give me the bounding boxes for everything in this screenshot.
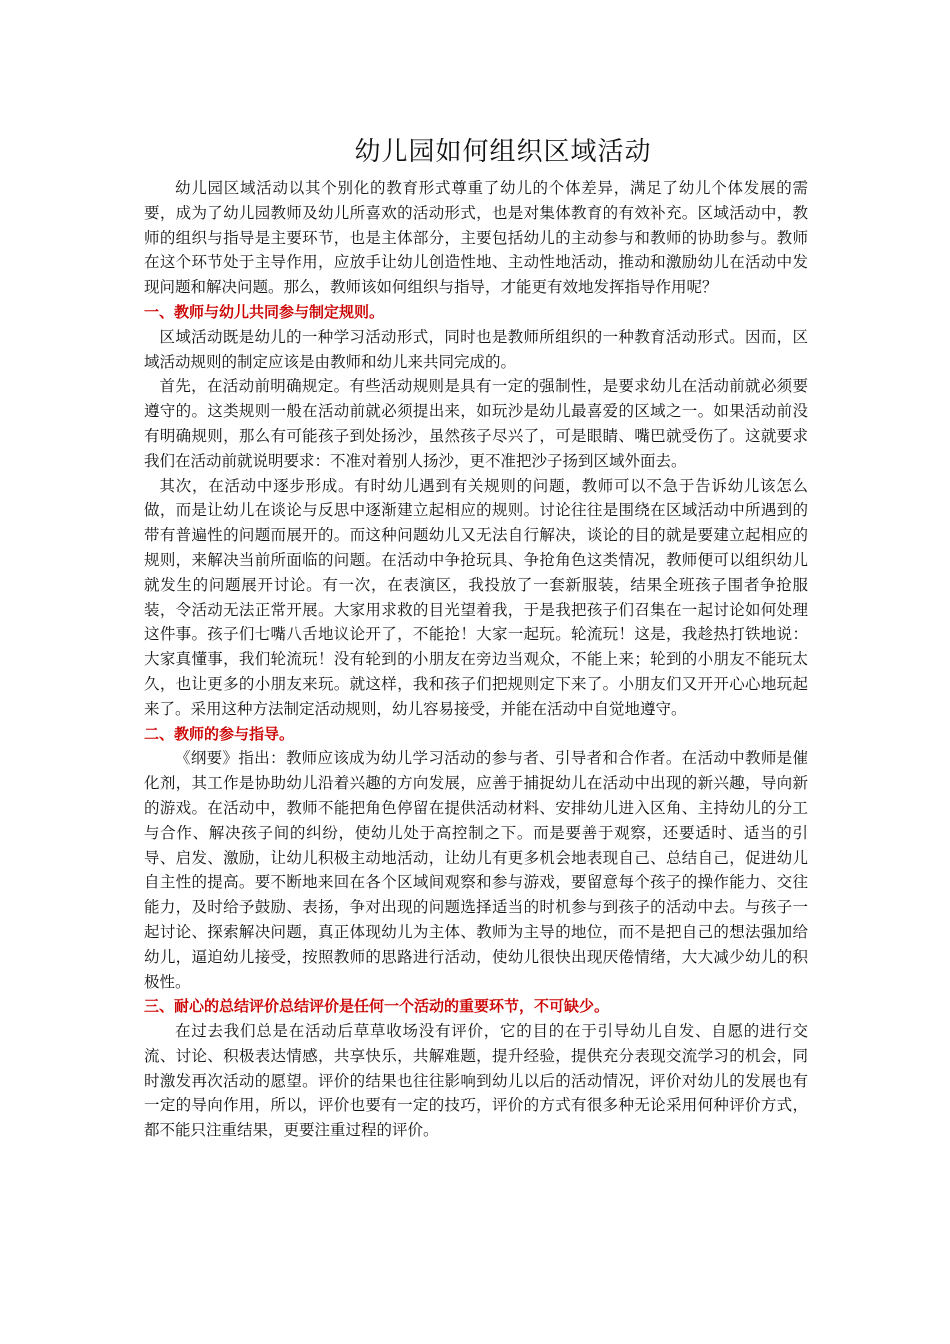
section-1-paragraph-1: 区域活动既是幼儿的一种学习活动形式，同时也是教师所组织的一种教育活动形式。因而，区域活动规则的制定应该是由教师和幼儿来共同完成的。 xyxy=(144,327,808,371)
document-title: 幼儿园如何组织区域活动 xyxy=(354,137,652,167)
intro-paragraph: 幼儿园区域活动以其个别化的教育形式尊重了幼儿的个体差异，满足了幼儿个体发展的需要，成为了幼儿园教师及幼儿所喜欢的活动形式，也是对集体教育的有效补充。区域活动中，教师的组织与指导是主要环节，也是主体部分，主要包括幼儿的主动参与和教师的协助参与。教师在这个环节处于主导作用，应放手让幼儿创造性地、主动性地活动，推动和激励幼儿在活动中发现问题和解决问题。那么，教师该如何组织与指导，才能更有效地发挥指导作用呢？ xyxy=(144,179,808,297)
document-page xyxy=(144,132,808,1143)
section-1-paragraph-2: 首先，在活动前明确规定。有些活动规则是具有一定的强制性，是要求幼儿在活动前就必须要遵守的。这类规则一般在活动前就必须提出来，如玩沙是幼儿最喜爱的区域之一。如果活动前没有明确规则，那么有可能孩子到处扬沙，虽然孩子尽兴了，可是眼睛、嘴巴就受伤了。这就要求我们在活动前就说明要求：不准对着别人扬沙，更不准把沙子扬到区域外面去。 xyxy=(144,377,808,470)
section-1-paragraph-3: 其次，在活动中逐步形成。有时幼儿遇到有关规则的问题，教师可以不急于告诉幼儿该怎么做，而是让幼儿在谈论与反思中逐渐建立起相应的规则。讨论往往是围绕在区域活动中所遇到的带有普遍性的问题而展开的。而这种问题幼儿又无法自行解决，谈论的目的就是要建立起相应的规则，来解决当前所面临的问题。在活动中争抢玩具、争抢角色这类情况，教师便可以组织幼儿就发生的问题展开讨论。有一次，在表演区，我投放了一套新服装，结果全班孩子围者争抢服装，令活动无法正常开展。大家用求救的目光望着我，于是我把孩子们召集在一起讨论如何处理这件事。孩子们七嘴八舌地议论开了，不能抢！大家一起玩。轮流玩！这是，我趁热打铁地说：大家真懂事，我们轮流玩！没有轮到的小朋友在旁边当观众，不能上来；轮到的小朋友不能玩太久，也让更多的小朋友来玩。就这样，我和孩子们把规则定下来了。小朋友们又开开心心地玩起来了。采用这种方法制定活动规则，幼儿容易接受，并能在活动中自觉地遵守。 xyxy=(144,476,808,718)
section-3-paragraph-1: 在过去我们总是在活动后草草收场没有评价，它的目的在于引导幼儿自发、自愿的进行交流、讨论、积极表达情感，共享快乐，共解难题，提升经验，提供充分表现交流学习的机会，同时激发再次活动的愿望。评价的结果也往往影响到幼儿以后的活动情况，评价对幼儿的发展也有一定的导向作用，所以，评价也要有一定的技巧，评价的方式有很多种无论采用何种评价方式，都不能只注重结果，更要注重过程的评价。 xyxy=(144,1022,808,1140)
section-3-heading: 三、耐心的总结评价总结评价是任何一个活动的重要环节，不可缺少。 xyxy=(144,997,610,1016)
section-1-heading: 一、教师与幼儿共同参与制定规则。 xyxy=(144,302,385,321)
section-2-paragraph-1: 《纲要》指出：教师应该成为幼儿学习活动的参与者、引导者和合作者。在活动中教师是催化剂，其工作是协助幼儿沿着兴趣的方向发展，应善于捕捉幼儿在活动中出现的新兴趣，导向新的游戏。在活动中，教师不能把角色停留在提供活动材料、安排幼儿进入区角、主持幼儿的分工与合作、解决孩子间的纠纷，使幼儿处于高控制之下。而是要善于观察，还要适时、适当的引导、启发、激励，让幼儿积极主动地活动，让幼儿有更多机会地表现自己、总结自己，促进幼儿自主性的提高。要不断地来回在各个区域间观察和参与游戏，要留意每个孩子的操作能力、交往能力，及时给予鼓励、表扬，争对出现的问题选择适当的时机参与到孩子的活动中去。与孩子一起讨论、探索解决问题，真正体现幼儿为主体、教师为主导的地位，而不是把自己的想法强加给幼儿，逼迫幼儿接受，按照教师的思路进行活动，使幼儿很快出现厌倦情绪，大大减少幼儿的积极性。 xyxy=(144,749,808,991)
section-2-heading: 二、教师的参与指导。 xyxy=(144,724,295,743)
